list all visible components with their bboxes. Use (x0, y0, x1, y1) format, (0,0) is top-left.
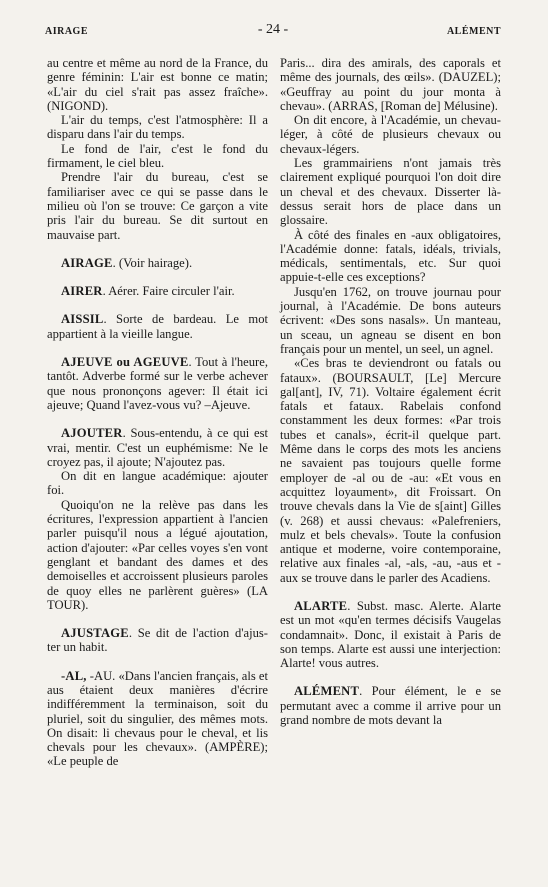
headword: AJOUTER (61, 426, 123, 441)
entry-airer: AIRER. Aérer. Faire circuler l'air. (61, 284, 235, 299)
entry-ajouter: AJOUTER. Sous-entendu, à ce qui est vrai, mentir. C'est un euphémisme: Ne le croyez pas, il ajoute; N'ajoutez pas. (47, 426, 268, 469)
paragraph: Les grammairiens n'ont jamais très clairement expliqué pourquoi l'on doit dire un cheval et des chevaux. Disserter là-dessus serait hors de place dans un glossaire. (280, 156, 501, 228)
paragraph: «Ces bras te deviendront ou fatals ou fataux». (BOURSAULT, [Le] Mercure gal[ant], IV, 71). Voltaire également écrit fatals et fataux. Rabelais confond constamment les deux formes: «Par trois tubes et canals», écrit-il quelque part. Même dans le corps des mots les anciens ne savaient pas toujours quelle forme employer de -al ou de -au: «Et vous en acquittez loyaument», dit Froissart. On trouve chevals dans la Vie de s[aint] Gilles (v. 268) et aussi chevaus: «Palefreniers, mulz et bels chevals». Toute la confusion antique et moderne, voire contemporaine, relative aux finales -al, -als, -au, -aus et -aux se trouve dans le parler des Acadiens. (280, 356, 501, 585)
page-number: - 24 - (257, 22, 289, 37)
headword: AJEUVE ou AGEUVE (61, 355, 189, 370)
paragraph: On dit en langue académique: ajouter foi. (47, 469, 268, 498)
entry-al-au: -AL, -AU. «Dans l'ancien français, als et aus étaient deux manières d'écrire indifféremment la terminaison, soit du pluriel, soit du singulier, des mêmes mots. On disait: li chevaus pour le cheval, et lis chevals pour les chevaux». (AMPÈRE); «Le peuple de (47, 668, 268, 769)
entry-alement: ALÉMENT. Pour élément, le e se permutant avec a comme il arrive pour un grand nombre de mots devant la (280, 684, 501, 728)
paragraph: On dit encore, à l'Académie, un chevau-léger, à côté de plusieurs chevaux ou chevaux-légers. (280, 113, 501, 156)
entry-ajustage: AJUSTAGE. Se dit de l'action d'ajus-ter un habit. (47, 626, 268, 655)
paragraph: L'air du temps, c'est l'atmosphère: Il a disparu dans l'air du temps. (47, 113, 268, 142)
entry-alarte: ALARTE. Subst. masc. Alerte. Alarte est un mot «qu'en termes décisifs Vaugelas condamnait». Donc, il existait à Paris de son temps. Alarte est aussi une interjection: Alarte! vous autres. (280, 598, 501, 671)
paragraph: Prendre l'air du bureau, c'est se familiariser avec ce qui se passe dans le milieu où l'on se trouve: Ce garçon a vite pris l'air du bureau. Se dit surtout en mauvaise part. (47, 170, 268, 242)
page-header (45, 22, 501, 42)
left-column (47, 56, 268, 872)
paragraph: Paris... dira des amirals, des caporals et même des journals, des œils». (DAUZEL); «Geuffray au point du jour monta à chevau». (ARRAS, [Roman de] Mélusine). (280, 56, 501, 113)
header-first-entry: AIRAGE (45, 26, 89, 37)
paragraph: Le fond de l'air, c'est le fond du firmament, le ciel bleu. (47, 141, 268, 171)
headword: AIRAGE (61, 255, 113, 270)
right-column (280, 56, 501, 872)
headword: ALÉMENT (294, 684, 360, 699)
paragraph: au centre et même au nord de la France, du genre féminin: L'air est bonne ce matin; «L'air du ciel s'rait pas assez fraîche». (NIGOND). (47, 56, 268, 113)
entry-aissil: AISSIL. Sorte de bardeau. Le mot appartient à la vieille langue. (47, 312, 268, 341)
headword: AISSIL (61, 312, 104, 327)
headword: -AL, (61, 668, 87, 683)
header-last-entry: ALÉMENT (446, 26, 501, 37)
headword: AIRER (61, 284, 103, 299)
headword: AJUSTAGE (61, 626, 129, 641)
paragraph: À côté des finales en -aux obligatoires, l'Académie donne: fatals, idéals, trivials, médicals, sentimentals, etc. Sur quoi appuie-t-elle ces exceptions? (280, 227, 501, 285)
paragraph: Quoiqu'on ne la relève pas dans les écritures, l'expression appartient à l'ancien parler puisqu'il nous a légué ajoutation, action d'ajouter: «Par celles voyes s'en vont genglant et bandant des dames et des demoiselles et accroissent plusieurs paroles de quoy elles ne parlèrent guères» (LA TOUR). (47, 497, 268, 612)
entry-ajeuve: AJEUVE ou AGEUVE. Tout à l'heure, tantôt. Adverbe formé sur le verbe achever que nous prononçons agever: Il était ici ajeuve; Quand l'avez-vous vu? –Ajeuve. (47, 355, 268, 412)
headword: ALARTE (294, 598, 348, 613)
two-column-body (47, 56, 501, 872)
paragraph: Jusqu'en 1762, on trouve journau pour journal, à l'Académie. De bons auteurs écrivent: «Des sons nasals». Un manteau, un sceau, un agneau se disent en bon français pour un mentel, un seel, un agnel. (280, 284, 501, 356)
entry-airage: AIRAGE. (Voir hairage). (61, 255, 193, 270)
